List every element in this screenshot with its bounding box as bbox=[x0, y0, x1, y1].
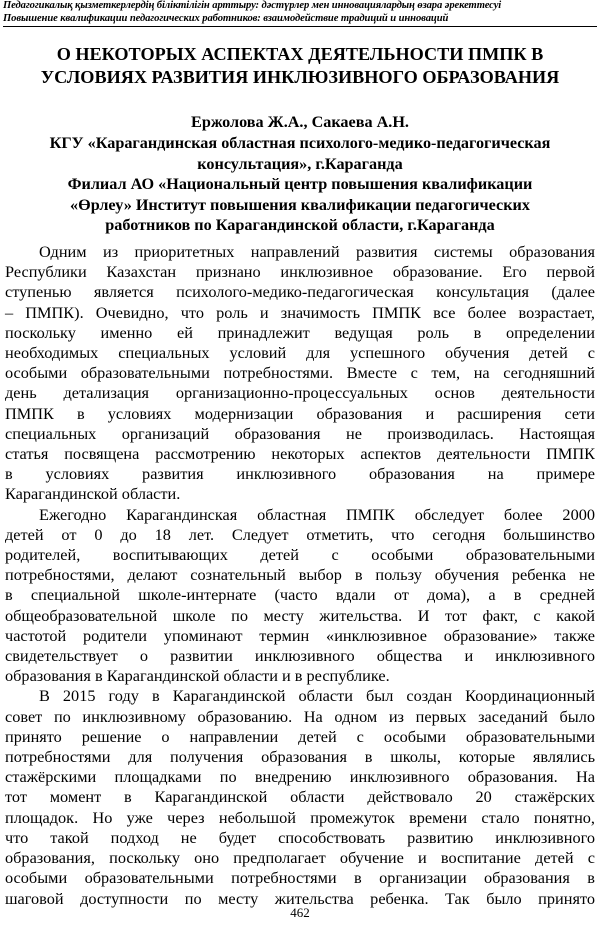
body-line: ступенью является психолого-медико-педагогическая консультация (далее bbox=[5, 282, 595, 302]
body-line: специальных организаций образования не производилась. Настоящая bbox=[5, 423, 595, 443]
body-line: образования в Карагандинской области и в республике. bbox=[5, 666, 390, 686]
body-line: в условиях развития инклюзивного образования на примере bbox=[5, 464, 595, 484]
body-line: день детализация организационно-процессуальных основ деятельности bbox=[5, 383, 595, 403]
body-line: тот момент в Карагандинской области действовало 20 стажёрских bbox=[5, 787, 595, 807]
running-header-kazakh: Педагогикалық қызметкерлердің біліктілігін арттыру: дәстүрлер мен инновациялардың өзара әрекеттесуі bbox=[3, 0, 502, 11]
page-number: 462 bbox=[290, 905, 310, 920]
title-line: О НЕКОТОРЫХ АСПЕКТАХ ДЕЯТЕЛЬНОСТИ ПМПК В bbox=[56, 44, 544, 64]
body-line: потребностями для получения образования в школы, которые являлись bbox=[5, 747, 595, 767]
body-line: стажёрскими площадками по внедрению инклюзивного образования. На bbox=[5, 767, 595, 787]
affiliation-line: Филиал АО «Национальный центр повышения квалификации bbox=[67, 175, 533, 194]
body-line: особыми образовательными потребностями в организации образования в bbox=[5, 868, 595, 888]
body-line: необходимых специальных условий для успешного обучения детей с bbox=[5, 343, 595, 363]
affiliation-line: КГУ «Карагандинская областная психолого-медико-педагогическая bbox=[49, 134, 551, 153]
body-line: площадок. Но уже через небольшой промежуток времени стало понятно, bbox=[5, 807, 595, 827]
body-line: ПМПК в условиях модернизации образования и расширения сети bbox=[5, 403, 595, 423]
body-line: свидетельствует о развитии инклюзивного общества и инклюзивного bbox=[5, 646, 595, 666]
body-line: поскольку именно ей принадлежит ведущая роль в определении bbox=[5, 322, 595, 342]
author-block bbox=[0, 112, 600, 235]
body-line: Карагандинской области. bbox=[5, 484, 181, 504]
affiliation-line: «Өрлеу» Институт повышения квалификации педагогических bbox=[70, 195, 530, 214]
title-line: УСЛОВИЯХ РАЗВИТИЯ ИНКЛЮЗИВНОГО ОБРАЗОВАНИЯ bbox=[40, 67, 560, 87]
article-title bbox=[0, 43, 600, 89]
body-line: родителей, воспитывающих детей с особыми образовательными bbox=[5, 545, 595, 565]
body-line: что такой подход не будет способствовать развитию инклюзивного bbox=[5, 827, 595, 847]
body-line: – ПМПК). Очевидно, что роль и значимость ПМПК все более возрастает, bbox=[5, 302, 595, 322]
body-line: потребностями, делают сознательный выбор в пользу обучения ребенка не bbox=[5, 565, 595, 585]
body-line: в специальной школе-интернате (часто вдали от дома), а в средней bbox=[5, 585, 595, 605]
body-line: Ежегодно Карагандинская областная ПМПК обследует более 2000 bbox=[39, 504, 595, 524]
body-line: шаговой доступности по месту жительства ребенка. Так было принято bbox=[5, 888, 595, 908]
body-line: частотой родители упоминают термин «инклюзивное образование» также bbox=[5, 625, 595, 645]
affiliation-line: работников по Карагандинской области, г.Караганда bbox=[105, 216, 495, 235]
body-line: образования, поскольку оно предполагает обучение и воспитание детей с bbox=[5, 848, 595, 868]
header-rule bbox=[3, 26, 597, 27]
body-line: Одним из приоритетных направлений развития системы образования bbox=[39, 242, 595, 261]
body-line: общеобразовательной школе по месту жительства. И тот факт, с какой bbox=[5, 605, 595, 625]
body-line: принято решение о направлении детей с особыми образовательными bbox=[5, 726, 595, 746]
running-header bbox=[3, 0, 597, 25]
body-line: детей от 0 до 18 лет. Следует отметить, что сегодня большинство bbox=[5, 524, 595, 544]
body-line: Республики Казахстан признано инклюзивное образование. Его первой bbox=[5, 262, 595, 282]
body-line: совет по инклюзивному образованию. На одном из первых заседаний было bbox=[5, 706, 595, 726]
affiliation-line: консультация», г.Караганда bbox=[197, 154, 403, 173]
body-line: особыми образовательными потребностями. Вместе с тем, на сегодняшний bbox=[5, 363, 595, 383]
running-header-russian: Повышение квалификации педагогических работников: взаимодействие традиций и инноваций bbox=[3, 12, 449, 24]
authors: Ержолова Ж.А., Сакаева А.Н. bbox=[191, 113, 409, 131]
body-line: статья посвящена рассмотрению некоторых аспектов деятельности ПМПК bbox=[5, 444, 595, 464]
body-line: В 2015 году в Карагандинской области был создан Координационный bbox=[39, 686, 595, 706]
article-body bbox=[5, 242, 595, 909]
